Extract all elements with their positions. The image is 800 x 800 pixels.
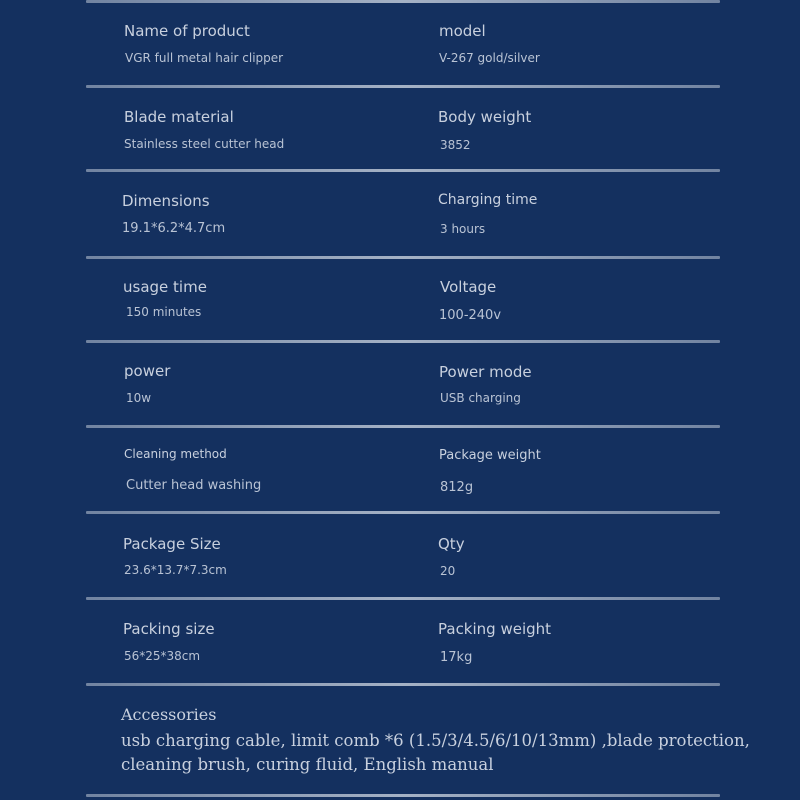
spec-value-model: V-267 gold/silver: [439, 51, 540, 65]
spec-value-usage-time: 150 minutes: [126, 305, 202, 319]
divider: [86, 425, 720, 428]
spec-label-charging-time: Charging time: [438, 192, 538, 208]
spec-value-packing-size: 56*25*38cm: [124, 649, 201, 663]
divider: [86, 683, 720, 686]
spec-label-power-mode: Power mode: [439, 363, 532, 381]
spec-value-body-weight: 3852: [440, 138, 471, 152]
spec-label-qty: Qty: [438, 535, 465, 553]
spec-value-voltage: 100-240v: [439, 308, 502, 323]
spec-label-power: power: [124, 362, 171, 380]
divider: [86, 340, 720, 343]
spec-value-power-mode: USB charging: [440, 391, 521, 405]
divider: [86, 169, 720, 172]
spec-label-packing-size: Packing size: [123, 620, 215, 638]
divider: [86, 0, 720, 3]
spec-label-voltage: Voltage: [440, 278, 497, 296]
divider: [86, 511, 720, 514]
spec-value-blade-material: Stainless steel cutter head: [124, 137, 285, 151]
spec-label-body-weight: Body weight: [438, 108, 532, 126]
spec-value-charging-time: 3 hours: [440, 222, 486, 236]
divider: [86, 794, 720, 797]
spec-value-package-size: 23.6*13.7*7.3cm: [124, 563, 227, 577]
spec-label-package-weight: Package weight: [439, 448, 541, 463]
spec-value-qty: 20: [440, 564, 456, 578]
divider: [86, 597, 720, 600]
spec-label-dimensions: Dimensions: [122, 192, 210, 210]
spec-value-power: 10w: [126, 391, 152, 405]
spec-label-cleaning-method: Cleaning method: [124, 447, 227, 461]
spec-label-package-size: Package Size: [123, 535, 221, 553]
spec-label-packing-weight: Packing weight: [438, 620, 552, 638]
spec-label-blade-material: Blade material: [124, 108, 234, 126]
spec-value-dimensions: 19.1*6.2*4.7cm: [122, 221, 226, 236]
spec-value-package-weight: 812g: [440, 480, 474, 495]
accessories-value: usb charging cable, limit comb *6 (1.5/3/4.5/6/10/13mm) ,blade protection, cleaning brush, curing fluid, English manual: [121, 731, 750, 774]
accessories-label: Accessories: [121, 705, 217, 724]
spec-label-model: model: [439, 22, 486, 40]
divider: [86, 85, 720, 88]
spec-value-packing-weight: 17kg: [440, 650, 473, 665]
spec-value-product-name: VGR full metal hair clipper: [125, 51, 284, 65]
divider: [86, 256, 720, 259]
spec-label-product-name: Name of product: [124, 22, 250, 40]
spec-label-usage-time: usage time: [123, 278, 207, 296]
spec-value-cleaning-method: Cutter head washing: [126, 478, 262, 493]
